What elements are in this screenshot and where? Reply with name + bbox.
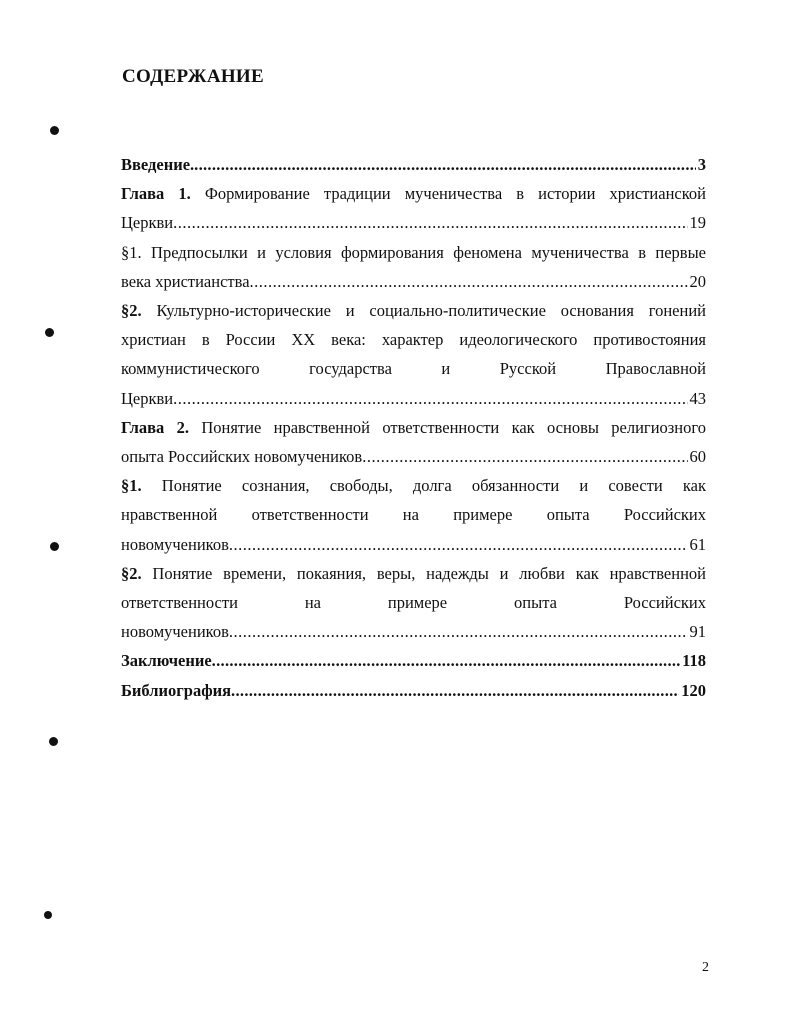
toc-entry-title: §1. Предпосылки и условия формирования феномена мученичества в первые [121,242,706,262]
toc-entry-conclusion[interactable] [121,646,706,675]
toc-leader [229,617,688,646]
toc-entry-title: Понятие времени, покаяния, веры, надежды и любви как нравственной [141,563,706,583]
toc-leader [173,384,687,413]
page-number: 2 [702,960,709,975]
toc-entry-title-end: Церкви [121,388,174,408]
punch-hole-mark [44,911,52,919]
toc-page-number: 20 [689,271,706,291]
toc-entry-title: ответственности на примере опыта Российских [121,593,706,613]
toc-page-number: 60 [689,447,706,467]
toc-entry-title-end: новомучеников [121,622,229,642]
toc-page-number: 91 [689,622,706,642]
toc-page-number: 118 [682,651,706,671]
toc-entry-title: Формирование традиции мученичества в истории христианской [190,184,706,204]
toc-page-number: 3 [697,155,706,174]
punch-hole-mark [49,737,58,746]
toc-entry-chapter-1[interactable] [121,179,706,237]
punch-hole-mark [50,126,59,135]
toc-entry-title: Заключение [121,651,212,671]
toc-entry-label: §2. [121,563,142,583]
toc-entry-label: §1. [121,476,142,496]
toc-leader [362,442,687,471]
toc-leader [173,208,687,237]
toc-entry-title-end: новомучеников [121,534,229,554]
toc-page-number: 120 [681,680,706,700]
toc-page-number: 43 [689,388,706,408]
toc-entry-title: Культурно-исторические и социально-политические основания гонений [141,301,706,321]
toc-leader [250,267,688,296]
toc-page-number: 19 [689,213,706,233]
toc-leader [194,150,696,179]
toc-entry-chapter-2[interactable] [121,413,706,471]
toc-entry-section-1-1[interactable] [121,238,706,296]
toc-entry-section-1-2[interactable] [121,296,706,413]
toc-entry-title: Введение. [121,155,195,174]
toc-entry-section-2-1[interactable] [121,471,706,559]
toc-entry-title: Понятие нравственной ответственности как основы религиозного [189,417,706,437]
toc-page-number: 61 [689,534,706,554]
toc-entry-introduction[interactable] [121,150,706,179]
page-title: СОДЕРЖАНИЕ [122,66,264,87]
toc-entry-title-end: века христианства [121,271,250,291]
toc-entry-title-end: Церкви [121,213,174,233]
toc-entry-title: коммунистического государства и Русской Православной [121,359,706,379]
toc-entry-label: Глава 1. [121,184,191,204]
table-of-contents [121,150,706,705]
toc-leader [229,530,688,559]
toc-entry-bibliography[interactable] [121,676,706,705]
toc-entry-title: Понятие сознания, свободы, долга обязанности и совести как [141,476,706,496]
toc-entry-title: Библиография [121,680,232,700]
toc-leader [231,676,679,705]
toc-leader [212,646,680,675]
toc-entry-label: §2. [121,301,142,321]
toc-entry-section-2-2[interactable] [121,559,706,647]
toc-entry-title: христиан в России XX века: характер идеологического противостояния [121,330,706,350]
toc-entry-title-end: опыта Российских новомучеников [121,447,363,467]
punch-hole-mark [50,542,59,551]
toc-entry-title: нравственной ответственности на примере опыта Российских [121,505,706,525]
toc-entry-label: Глава 2. [121,417,190,437]
punch-hole-mark [45,328,54,337]
